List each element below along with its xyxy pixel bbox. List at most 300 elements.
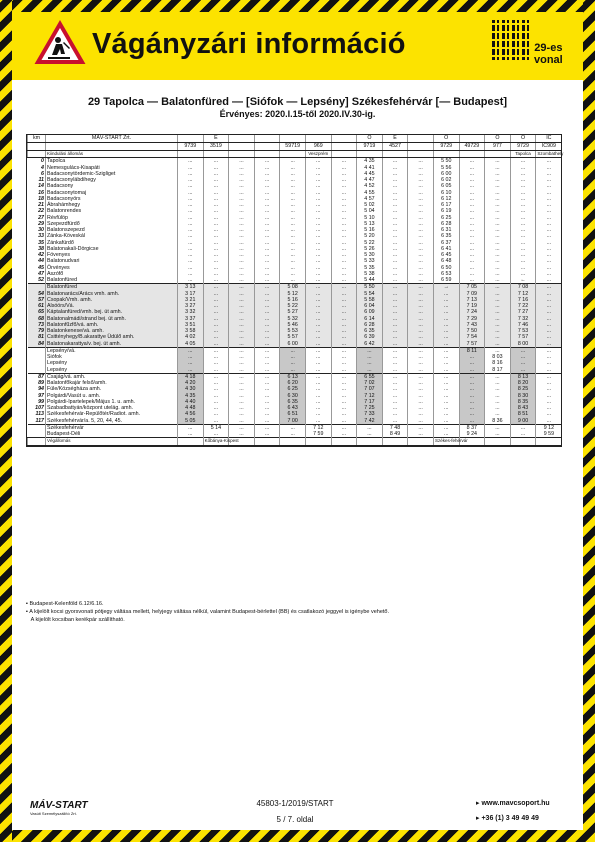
logo-subtext: Vasúti Személyszállító Zrt.	[30, 811, 77, 816]
station-name: Székesfehérvár/a. 5, 20, 44, 45.	[46, 418, 178, 425]
time-cell: 6 39	[357, 334, 383, 340]
time-cell: 6 37	[433, 240, 459, 246]
time-cell: ...	[485, 322, 511, 328]
station-name: Balatonalmádi/strand bej. út amh.	[46, 316, 178, 322]
time-cell: ...	[382, 227, 408, 233]
time-cell: 8 43	[510, 405, 536, 411]
time-cell: 6 43	[280, 405, 306, 411]
station-name: Balatonakarattya/v. bej. út amh.	[46, 341, 178, 348]
time-cell: 6 20	[280, 380, 306, 386]
time-cell: ...	[305, 328, 331, 334]
time-cell: 4 52	[357, 183, 383, 189]
time-cell: ...	[305, 399, 331, 405]
station-name: Balatonarács/Arács vmh. amh.	[46, 291, 178, 297]
time-cell: ...	[254, 322, 280, 328]
time-cell: 7 12	[357, 393, 383, 399]
train-number: 9739	[178, 143, 204, 151]
time-cell: ...	[459, 360, 485, 366]
time-cell: ...	[254, 316, 280, 322]
time-cell: ...	[382, 399, 408, 405]
destination-cell: Székes-fehérvár	[434, 438, 468, 444]
station-km: 57	[28, 297, 46, 303]
origin-label: Kiindulási állomás	[46, 151, 178, 158]
time-cell: ...	[305, 158, 331, 165]
destination-cell	[305, 438, 331, 445]
time-cell: ...	[178, 227, 204, 233]
time-cell: ...	[305, 227, 331, 233]
time-cell: ...	[331, 177, 357, 183]
time-cell: 3 13	[178, 284, 204, 291]
time-cell: ←	[510, 277, 536, 284]
time-cell: ...	[536, 380, 562, 386]
time-cell: 5 16	[280, 297, 306, 303]
time-cell: ...	[229, 183, 255, 189]
time-cell: 6 45	[433, 252, 459, 258]
time-cell: 8 20	[510, 380, 536, 386]
time-cell: ...	[229, 386, 255, 392]
time-cell: ...	[382, 405, 408, 411]
time-cell: ...	[305, 380, 331, 386]
time-cell: ...	[178, 190, 204, 196]
time-cell: ...	[510, 258, 536, 264]
time-cell: ...	[254, 309, 280, 315]
time-cell: ...	[203, 386, 229, 392]
table-row	[28, 424, 562, 431]
time-cell: ...	[229, 227, 255, 233]
time-cell: ...	[305, 405, 331, 411]
time-cell: ...	[433, 393, 459, 399]
station-km: 79	[28, 328, 46, 334]
time-cell: ...	[254, 190, 280, 196]
time-cell: ...	[178, 196, 204, 202]
destination-cell	[331, 438, 357, 445]
time-cell: ...	[178, 431, 204, 438]
roadworks-warning-icon	[36, 22, 84, 64]
time-cell: ...	[305, 271, 331, 277]
station-km: 0	[41, 158, 44, 165]
destination-cell	[178, 438, 204, 445]
origin-cell: Veszprém	[305, 151, 331, 158]
time-cell: ...	[280, 431, 306, 438]
time-cell: 7 13	[459, 297, 485, 303]
time-cell: ...	[382, 165, 408, 171]
station-km: 73	[28, 322, 46, 328]
station-km: 61	[28, 303, 46, 309]
time-cell: ...	[331, 418, 357, 425]
time-cell: ...	[510, 252, 536, 258]
time-cell: 7 17	[357, 399, 383, 405]
station-km: 45	[38, 264, 44, 271]
hazard-stripe-right	[583, 0, 595, 842]
time-cell: ...	[203, 177, 229, 183]
time-cell: ...	[280, 183, 306, 189]
qr-code-icon	[492, 20, 532, 60]
time-cell: ...	[229, 246, 255, 252]
time-cell: ...	[408, 240, 434, 246]
time-cell: ...	[459, 202, 485, 208]
time-cell: ...	[203, 316, 229, 322]
time-cell: 6 42	[357, 341, 383, 348]
time-cell: ...	[433, 405, 459, 411]
time-cell: ...	[331, 386, 357, 392]
origin-cell	[459, 151, 485, 158]
time-cell: ...	[536, 265, 562, 271]
time-cell: ...	[459, 196, 485, 202]
time-cell: ...	[305, 334, 331, 340]
time-cell: ...	[408, 291, 434, 297]
time-cell: ...	[229, 328, 255, 334]
time-cell: ...	[433, 334, 459, 340]
station-km: 27	[38, 214, 44, 221]
time-cell: ...	[536, 354, 562, 360]
time-cell: ...	[331, 215, 357, 221]
line-badge	[534, 42, 563, 66]
timetable-grid	[27, 135, 564, 446]
station-km: 35	[38, 239, 44, 246]
time-cell: 4 30	[178, 386, 204, 392]
station-km: 52	[38, 277, 44, 283]
time-cell: ...	[254, 360, 280, 366]
time-cell: ...	[433, 399, 459, 405]
time-cell: ...	[459, 354, 485, 360]
time-cell: 4 05	[178, 341, 204, 348]
time-cell: ...	[510, 221, 536, 227]
station-km	[28, 431, 46, 438]
time-cell: 7 16	[510, 297, 536, 303]
time-cell: ...	[382, 418, 408, 425]
time-cell: ...	[382, 208, 408, 214]
time-cell: ...	[203, 227, 229, 233]
time-cell: 7 46	[510, 322, 536, 328]
station-name: Örvényes	[46, 265, 178, 271]
time-cell: ...	[485, 202, 511, 208]
time-cell: ...	[510, 240, 536, 246]
time-cell: ...	[536, 158, 562, 165]
time-cell: ...	[433, 418, 459, 425]
time-cell: ...	[485, 373, 511, 380]
train-class: O	[357, 135, 383, 143]
time-cell: ...	[229, 240, 255, 246]
time-cell: ...	[510, 347, 536, 354]
origin-cell	[408, 151, 434, 158]
time-cell: ...	[382, 303, 408, 309]
station-km: 87	[28, 373, 46, 380]
time-cell: ...	[331, 380, 357, 386]
time-cell: ...	[178, 265, 204, 271]
origin-cell	[178, 151, 204, 158]
time-cell: ...	[536, 196, 562, 202]
time-cell: ...	[382, 221, 408, 227]
station-name: Aszófő	[46, 271, 178, 277]
time-cell: ...	[510, 233, 536, 239]
time-cell: ...	[408, 215, 434, 221]
time-cell: ...	[433, 297, 459, 303]
time-cell: ...	[485, 347, 511, 354]
station-name: Tapolca	[46, 158, 178, 165]
time-cell: ...	[178, 208, 204, 214]
time-cell: 4 02	[178, 334, 204, 340]
time-cell: ...	[485, 252, 511, 258]
time-cell: ...	[280, 158, 306, 165]
logo-text: MÁV-START	[30, 800, 88, 811]
time-cell: ...	[254, 303, 280, 309]
time-cell: 8 13	[510, 373, 536, 380]
time-cell: ...	[485, 405, 511, 411]
time-cell: ...	[229, 367, 255, 374]
time-cell: ...	[433, 347, 459, 354]
train-number: 977	[485, 143, 511, 151]
time-cell: ...	[229, 202, 255, 208]
time-cell: ...	[331, 258, 357, 264]
time-cell: ...	[485, 271, 511, 277]
station-name: Balatonfűzfő/vá. amh.	[46, 322, 178, 328]
origin-cell	[203, 151, 229, 158]
time-cell: 7 42	[357, 418, 383, 425]
time-cell: ...	[229, 431, 255, 438]
time-cell: 8 35	[510, 399, 536, 405]
time-cell: 9 59	[536, 431, 562, 438]
time-cell: ...	[305, 284, 331, 291]
time-cell: ...	[433, 291, 459, 297]
station-km: 6	[41, 170, 44, 177]
time-cell: ...	[536, 227, 562, 233]
time-cell: ...	[203, 297, 229, 303]
time-cell: 5 13	[357, 221, 383, 227]
time-cell: ...	[280, 208, 306, 214]
station-km: 38	[38, 245, 44, 252]
time-cell: ...	[229, 309, 255, 315]
table-row	[28, 347, 562, 354]
time-cell: 7 32	[510, 316, 536, 322]
station-name: Zánka-Köveskál	[46, 233, 178, 239]
time-cell: ...	[408, 190, 434, 196]
time-cell: ...	[229, 165, 255, 171]
time-cell: 5 12	[280, 291, 306, 297]
time-cell: ...	[357, 354, 383, 360]
time-cell: ...	[485, 386, 511, 392]
time-cell: ...	[203, 233, 229, 239]
time-cell: ...	[433, 431, 459, 438]
time-cell: ...	[510, 215, 536, 221]
time-cell: ...	[536, 386, 562, 392]
time-cell: ...	[229, 411, 255, 417]
origin-cell	[382, 151, 408, 158]
time-cell: ...	[178, 240, 204, 246]
time-cell: ...	[254, 386, 280, 392]
station-name: Csopak/Vmh. amh.	[46, 297, 178, 303]
station-name: Zánkafürdő	[46, 240, 178, 246]
time-cell: ...	[229, 380, 255, 386]
time-cell: ...	[382, 328, 408, 334]
time-cell: 8 03	[485, 354, 511, 360]
station-name: Siófok	[46, 354, 178, 360]
time-cell: 7 57	[459, 341, 485, 348]
time-cell: ...	[229, 399, 255, 405]
time-cell: ...	[203, 221, 229, 227]
time-cell: ...	[203, 208, 229, 214]
time-cell: ...	[485, 291, 511, 297]
time-cell: 4 20	[178, 380, 204, 386]
time-cell: 5 08	[280, 284, 306, 291]
time-cell: ...	[203, 341, 229, 348]
time-cell: ...	[254, 233, 280, 239]
origin-cell	[229, 151, 255, 158]
time-cell: ...	[280, 265, 306, 271]
time-cell: 5 38	[357, 271, 383, 277]
time-cell: ...	[408, 171, 434, 177]
time-cell: ...	[203, 277, 229, 284]
time-cell: ...	[178, 258, 204, 264]
time-cell: ...	[331, 202, 357, 208]
mav-start-logo	[30, 800, 88, 816]
time-cell: ...	[536, 221, 562, 227]
time-cell: ...	[382, 411, 408, 417]
station-km: 81	[28, 334, 46, 340]
time-cell: ...	[536, 291, 562, 297]
time-cell: ...	[254, 334, 280, 340]
time-cell: ...	[536, 334, 562, 340]
time-cell: 6 05	[433, 183, 459, 189]
time-cell: 5 58	[357, 297, 383, 303]
destination-label: Végállomás	[46, 438, 178, 445]
time-cell: 7 54	[459, 334, 485, 340]
time-cell: ...	[254, 265, 280, 271]
station-km: 33	[38, 233, 44, 240]
time-cell: 7 02	[357, 380, 383, 386]
destination-cell	[254, 438, 280, 445]
time-cell: 5 22	[357, 240, 383, 246]
time-cell: ...	[357, 347, 383, 354]
time-cell: ...	[254, 202, 280, 208]
time-cell: 8 51	[510, 411, 536, 417]
station-km: 22	[38, 208, 44, 215]
time-cell: 6 12	[433, 196, 459, 202]
time-cell: 6 55	[357, 373, 383, 380]
time-cell: ...	[459, 411, 485, 417]
time-cell: ...	[280, 240, 306, 246]
time-cell: ...	[331, 367, 357, 374]
time-cell: ...	[510, 158, 536, 165]
time-cell: ...	[331, 303, 357, 309]
time-cell: ...	[229, 158, 255, 165]
time-cell: ...	[485, 303, 511, 309]
time-cell: 8 17	[485, 367, 511, 374]
time-cell: ...	[408, 165, 434, 171]
time-cell: 5 05	[178, 418, 204, 425]
time-cell: ...	[203, 303, 229, 309]
time-cell: ...	[408, 258, 434, 264]
time-cell: ...	[382, 347, 408, 354]
station-name: Székesfehérvár-Repülőtér/Radiot. amh.	[46, 411, 178, 417]
footnotes	[26, 600, 560, 624]
time-cell: ...	[203, 252, 229, 258]
station-km: 113	[35, 411, 44, 418]
time-cell: ...	[433, 328, 459, 334]
time-cell: ...	[178, 158, 204, 165]
blank	[46, 143, 178, 151]
hazard-stripe-bottom	[0, 830, 595, 842]
train-class	[254, 135, 280, 143]
time-cell: ...	[203, 399, 229, 405]
time-cell: 6 35	[357, 328, 383, 334]
time-cell: ...	[305, 316, 331, 322]
time-cell: ...	[357, 424, 383, 431]
time-cell: ...	[305, 252, 331, 258]
time-cell: ...	[331, 277, 357, 284]
time-cell: 7 27	[510, 309, 536, 315]
time-cell: ...	[305, 277, 331, 284]
time-cell: ...	[305, 165, 331, 171]
time-cell: ...	[280, 271, 306, 277]
time-cell: →	[433, 284, 459, 291]
origin-cell	[280, 151, 306, 158]
time-cell: ...	[254, 258, 280, 264]
time-cell: ...	[203, 246, 229, 252]
station-name: Csajág/vá. amh.	[46, 373, 178, 380]
time-cell: 5 20	[357, 233, 383, 239]
time-cell: ...	[331, 221, 357, 227]
time-cell: ...	[459, 240, 485, 246]
time-cell: ...	[280, 252, 306, 258]
note-2: ▪ A kijelölt kocsi gyorsvonati pótjegy váltása mellett, helyjegy váltása nélkül, valamint Budapest-bérlettel (BB) és csatlakozó jeggyel is igénybe vehető.	[26, 609, 390, 615]
time-cell: ...	[382, 373, 408, 380]
time-cell: ...	[536, 190, 562, 196]
station-km: 54	[28, 291, 46, 297]
station-km: 14	[38, 183, 44, 190]
time-cell: ...	[510, 190, 536, 196]
time-cell: ...	[254, 221, 280, 227]
website-link[interactable]: ▸ www.mavcsoport.hu	[476, 800, 550, 807]
time-cell: ...	[485, 227, 511, 233]
time-cell: ...	[280, 227, 306, 233]
header-banner	[12, 12, 583, 80]
time-cell: ...	[305, 309, 331, 315]
station-km: 84	[28, 341, 46, 348]
time-cell: ...	[382, 265, 408, 271]
time-cell: ...	[459, 208, 485, 214]
time-cell: ...	[485, 424, 511, 431]
time-cell: ...	[485, 215, 511, 221]
train-number-row	[28, 143, 562, 151]
time-cell: ...	[280, 221, 306, 227]
time-cell: 7 12	[510, 291, 536, 297]
origin-cell	[331, 151, 357, 158]
time-cell: ...	[331, 240, 357, 246]
time-cell: ...	[408, 177, 434, 183]
time-cell: ...	[254, 291, 280, 297]
time-cell: ...	[331, 347, 357, 354]
time-cell: ...	[203, 284, 229, 291]
time-cell: ...	[536, 284, 562, 291]
time-cell: ...	[254, 208, 280, 214]
table-row	[28, 367, 562, 374]
time-cell: ...	[178, 221, 204, 227]
station-km	[28, 347, 46, 354]
time-cell: ...	[331, 291, 357, 297]
page-number: 5 / 7. oldal	[276, 815, 314, 824]
time-cell: ...	[254, 227, 280, 233]
time-cell: ...	[331, 309, 357, 315]
time-cell: ...	[382, 322, 408, 328]
operator-header: MÁV-START Zrt.	[46, 135, 178, 143]
time-cell: ...	[382, 393, 408, 399]
time-cell: ...	[229, 271, 255, 277]
time-cell: ...	[254, 373, 280, 380]
time-cell: ...	[459, 418, 485, 425]
time-cell: 6 19	[433, 208, 459, 214]
station-name: Badacsony	[46, 183, 178, 189]
time-cell: ...	[408, 158, 434, 165]
